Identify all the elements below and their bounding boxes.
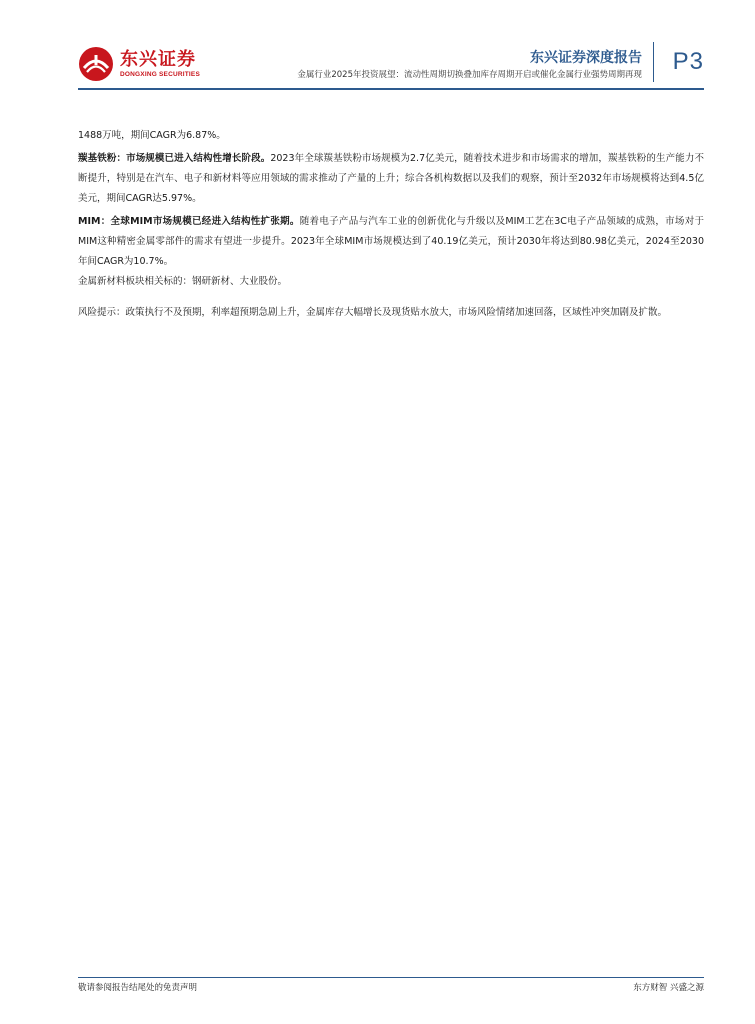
carbonyl-iron-heading: 羰基铁粉：市场规模已进入结构性增长阶段。: [78, 153, 271, 164]
paragraph-steel-summary: 1488万吨，期间CAGR为6.87%。: [78, 130, 226, 141]
logo-en-text: DONGXING SECURITIES: [120, 70, 201, 78]
footer-rule: [78, 977, 704, 978]
report-subtitle: 金属行业2025年投资展望：流动性周期切换叠加库存周期开启或催化金属行业强势周期再现: [297, 70, 642, 80]
disclaimer-note: 敬请参阅报告结尾处的免责声明: [78, 983, 198, 993]
footer-slogan: 东方财智 兴盛之源: [633, 983, 704, 993]
header-rule: [78, 88, 704, 90]
header-divider: [653, 42, 654, 82]
paragraph-mim: [78, 212, 704, 272]
report-type-title: 东兴证券深度报告: [530, 50, 642, 66]
risk-warning: 风险提示：政策执行不及预期，利率超预期急剧上升，金属库存大幅增长及现货贴水放大，市场风险情绪加速回落，区域性冲突加剧及扩散。: [78, 307, 668, 318]
main-content: [78, 126, 704, 292]
page-number: P3: [672, 48, 704, 75]
page-header: [78, 40, 704, 92]
company-logo: [78, 44, 200, 84]
carbonyl-iron-text: 2023年全球羰基铁粉市场规模为2.7亿美元，随着技术进步和市场需求的增加，羰基铁粉的生产能力不断提升，特别是在汽车、电子和新材料等应用领域的需求推动了产量的上升；综合各机构数据以及我们的观察，预计至2032年市场规模将达到4.5亿美元，期间CAGR达5.97%。: [78, 153, 704, 204]
dongxing-logo-icon: [78, 46, 114, 82]
mim-heading: MIM：全球MIM市场规模已经进入结构性扩张期。: [78, 216, 300, 227]
mim-text: 随着电子产品与汽车工业的创新优化与升级以及MIM工艺在3C电子产品领域的成熟，市场对于MIM这种精密金属零部件的需求有望进一步提升。2023年全球MIM市场规模达到了40.19亿美元，预计2030年将达到80.98亿美元，2024至2030年间CAGR为10.7%。: [78, 216, 705, 267]
paragraph-carbonyl-iron: [78, 149, 704, 209]
logo-cn-text: 东兴证券: [120, 48, 196, 70]
paragraph-related-stocks: 金属新材料板块相关标的：钢研新材、大业股份。: [78, 276, 288, 287]
